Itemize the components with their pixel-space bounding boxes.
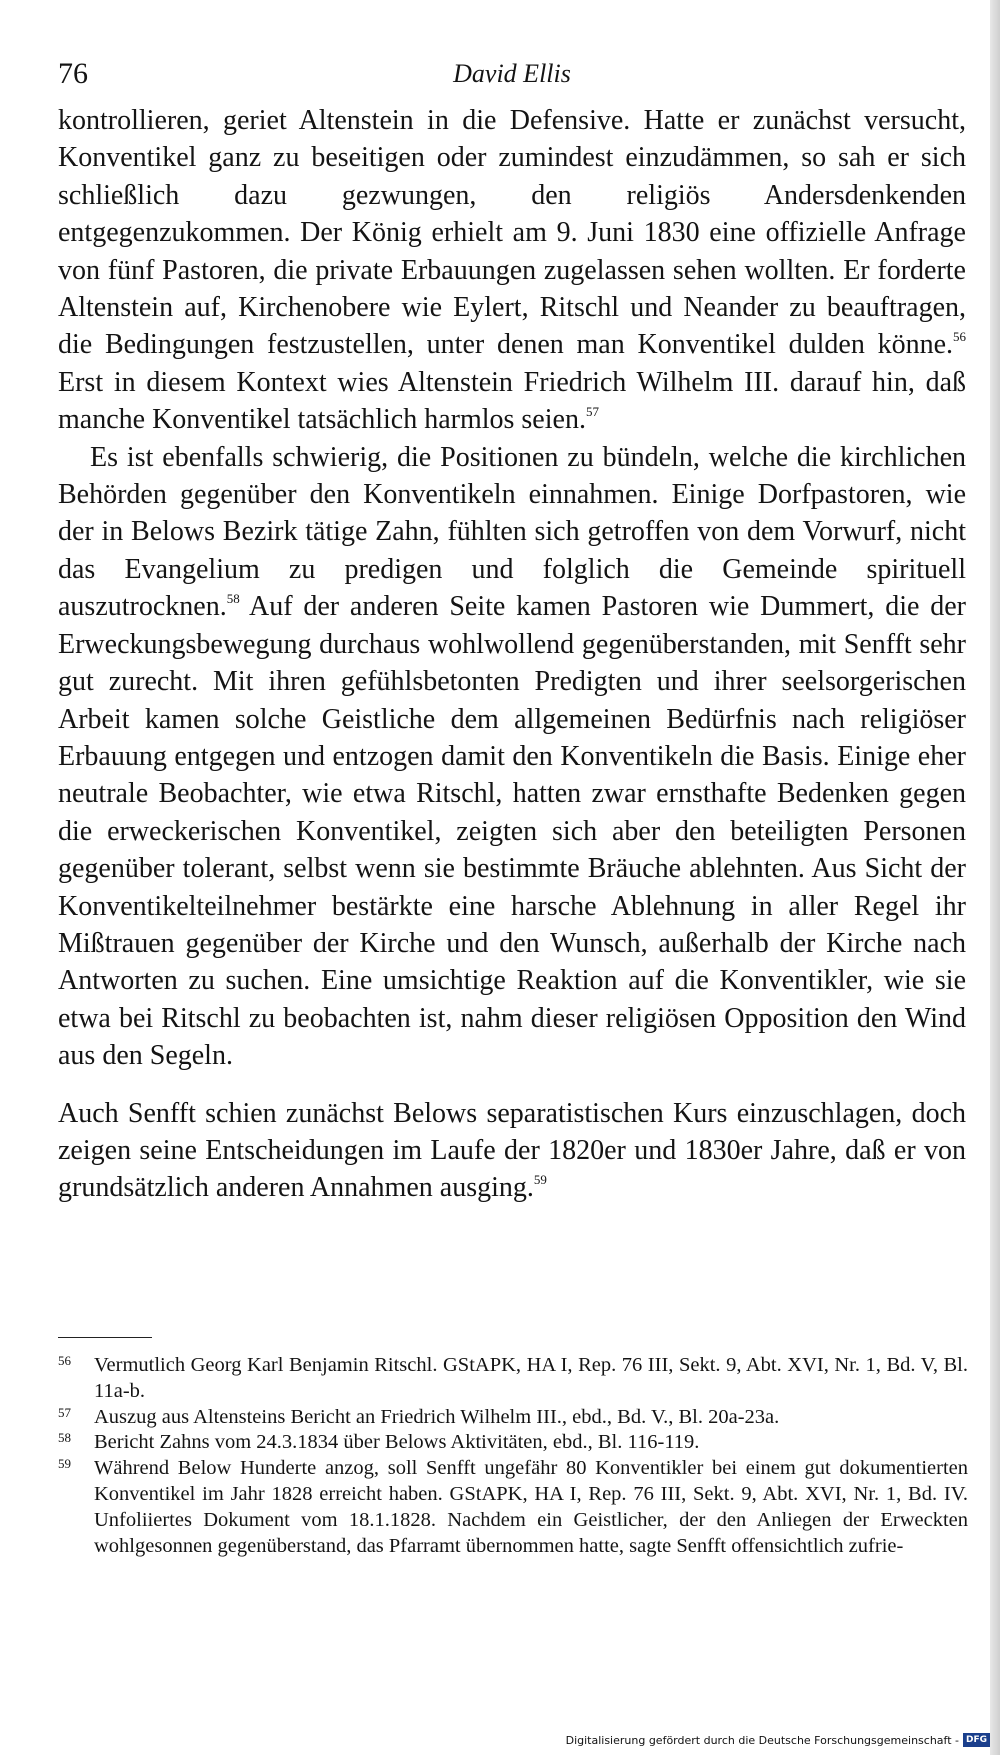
paragraph-2-text-b: Auf der anderen Seite kamen Pastoren wie Dummert, die der Erweckungsbewegung durchaus wohlwollend gegenüberstanden, mit Senfft sehr gut zurecht. Mit ihren gefühlsbetonten Predigten und ihrer seelsorgerischen Arbeit kamen solche Geistliche dem allgemeinen Bedürfnis nach religiöser Erbauung entgegen und entzogen damit den Konventikeln die Basis. Einige eher neutrale Beobachter, wie etwa Ritschl, hatten zwar ernsthafte Bedenken gegen die erweckerischen Konventikel, zeigten sich aber den beteiligten Personen gegenüber tolerant, selbst wenn sie bestimmte Bräuche ablehnten. Aus Sicht der Konventikelteilnehmer bestärkte eine harsche Ablehnung in aller Regel ihr Mißtrauen gegenüber der Kirche und den Wunsch, außerhalb der Kirche nach Antworten zu suchen. Eine umsichtige Reaktion auf die Konventikler, wie sie etwa bei Ritschl zu beobachten ist, nahm dieser religiösen Opposition den Wind aus den Segeln. bbox=[58, 591, 966, 1072]
footnote-text: Bericht Zahns vom 24.3.1834 über Belows Aktivitäten, ebd., Bl. 116-119. bbox=[94, 1431, 700, 1454]
footnote-ref-57: 57 bbox=[585, 404, 599, 420]
dfg-logo-icon: DFG bbox=[963, 1733, 990, 1747]
footnote-ref-58: 58 bbox=[226, 591, 240, 607]
running-head-author: David Ellis bbox=[453, 59, 571, 88]
footnote-57 bbox=[58, 1405, 968, 1431]
paragraph-3 bbox=[58, 1095, 966, 1207]
main-text bbox=[58, 102, 966, 1207]
page-number: 76 bbox=[58, 57, 88, 90]
paragraph-1 bbox=[58, 102, 966, 439]
paragraph-1-text-b: Erst in diesem Kontext wies Altenstein Friedrich Wilhelm III. darauf hin, daß manche Konventikel tatsächlich harmlos seien. bbox=[58, 366, 966, 436]
footnote-text: Auszug aus Altensteins Bericht an Friedrich Wilhelm III., ebd., Bd. V., Bl. 20a-23a. bbox=[94, 1405, 780, 1428]
footnote-56 bbox=[58, 1353, 968, 1405]
paragraph-2-text-a: Es ist ebenfalls schwierig, die Positionen zu bündeln, welche die kirchlichen Behörden gegenüber den Konventikeln einnahmen. Einige Dorfpastoren, wie der in Belows Bezirk tätige Zahn, fühlten sich getroffen von dem Vorwurf, nicht das Evangelium zu predigen und folglich die Gemeinde spirituell auszutrocknen. bbox=[58, 441, 966, 623]
paragraph-3-text-a: Auch Senfft schien zunächst Belows separatistischen Kurs einzuschlagen, doch zeigen seine Entscheidungen im Laufe der 1820er und 1830er Jahre, daß er von grundsätzlich anderen Annahmen ausging. bbox=[58, 1097, 966, 1204]
footnote-58 bbox=[58, 1430, 968, 1456]
paragraph-1-text-a: kontrollieren, geriet Altenstein in die Defensive. Hatte er zunächst versucht, Konventikel ganz zu beseitigen oder zumindest einzudämmen, so sah er sich schließlich dazu gezwungen, den religiös Andersdenkenden entgegenzukommen. Der König erhielt am 9. Juni 1830 eine offizielle Anfrage von fünf Pastoren, die private Erbauungen zugelassen sehen wollten. Er forderte Altenstein auf, Kirchenobere wie Eylert, Ritschl und Neander zu beauftragen, die Bedingungen festzustellen, unter denen man Konventikel dulden könne. bbox=[58, 105, 966, 361]
footnotes bbox=[58, 1353, 968, 1559]
footnote-text: Während Below Hunderte anzog, soll Senfft ungefähr 80 Konventikler bei einem gut dokumentierten Konventikel im Jahr 1828 erreicht haben. GStAPK, HA I, Rep. 76 III, Sekt. 9, Abt. XVI, Nr. 1, Bd. IV. Unfoliiertes Dokument vom 18.1.1828. Nachdem ein Geistlicher, der den Anliegen der Erweckten wohlgesonnen gegenüberstand, das Pfarramt übernommen hatte, sagte Senfft offensichtlich zufrie- bbox=[94, 1457, 968, 1557]
page-header bbox=[58, 54, 966, 94]
footnote-text: Vermutlich Georg Karl Benjamin Ritschl. GStAPK, HA I, Rep. 76 III, Sekt. 9, Abt. XVI, Nr. 1, Bd. V, Bl. 11a-b. bbox=[94, 1354, 968, 1402]
digitization-credit bbox=[566, 1730, 990, 1750]
footnote-separator bbox=[58, 1337, 152, 1338]
credit-text: Digitalisierung gefördert durch die Deutsche Forschungsgemeinschaft - bbox=[565, 1733, 959, 1747]
footnote-ref-59: 59 bbox=[533, 1172, 547, 1188]
footnote-59 bbox=[58, 1456, 968, 1559]
footnote-number: 59 bbox=[58, 1456, 71, 1472]
footnote-ref-56: 56 bbox=[953, 329, 966, 345]
footnote-number: 57 bbox=[58, 1404, 71, 1420]
scan-page-edge bbox=[990, 0, 1000, 1755]
footnote-number: 56 bbox=[58, 1353, 71, 1368]
paragraph-2 bbox=[58, 439, 966, 1075]
footnote-number: 58 bbox=[58, 1430, 71, 1446]
